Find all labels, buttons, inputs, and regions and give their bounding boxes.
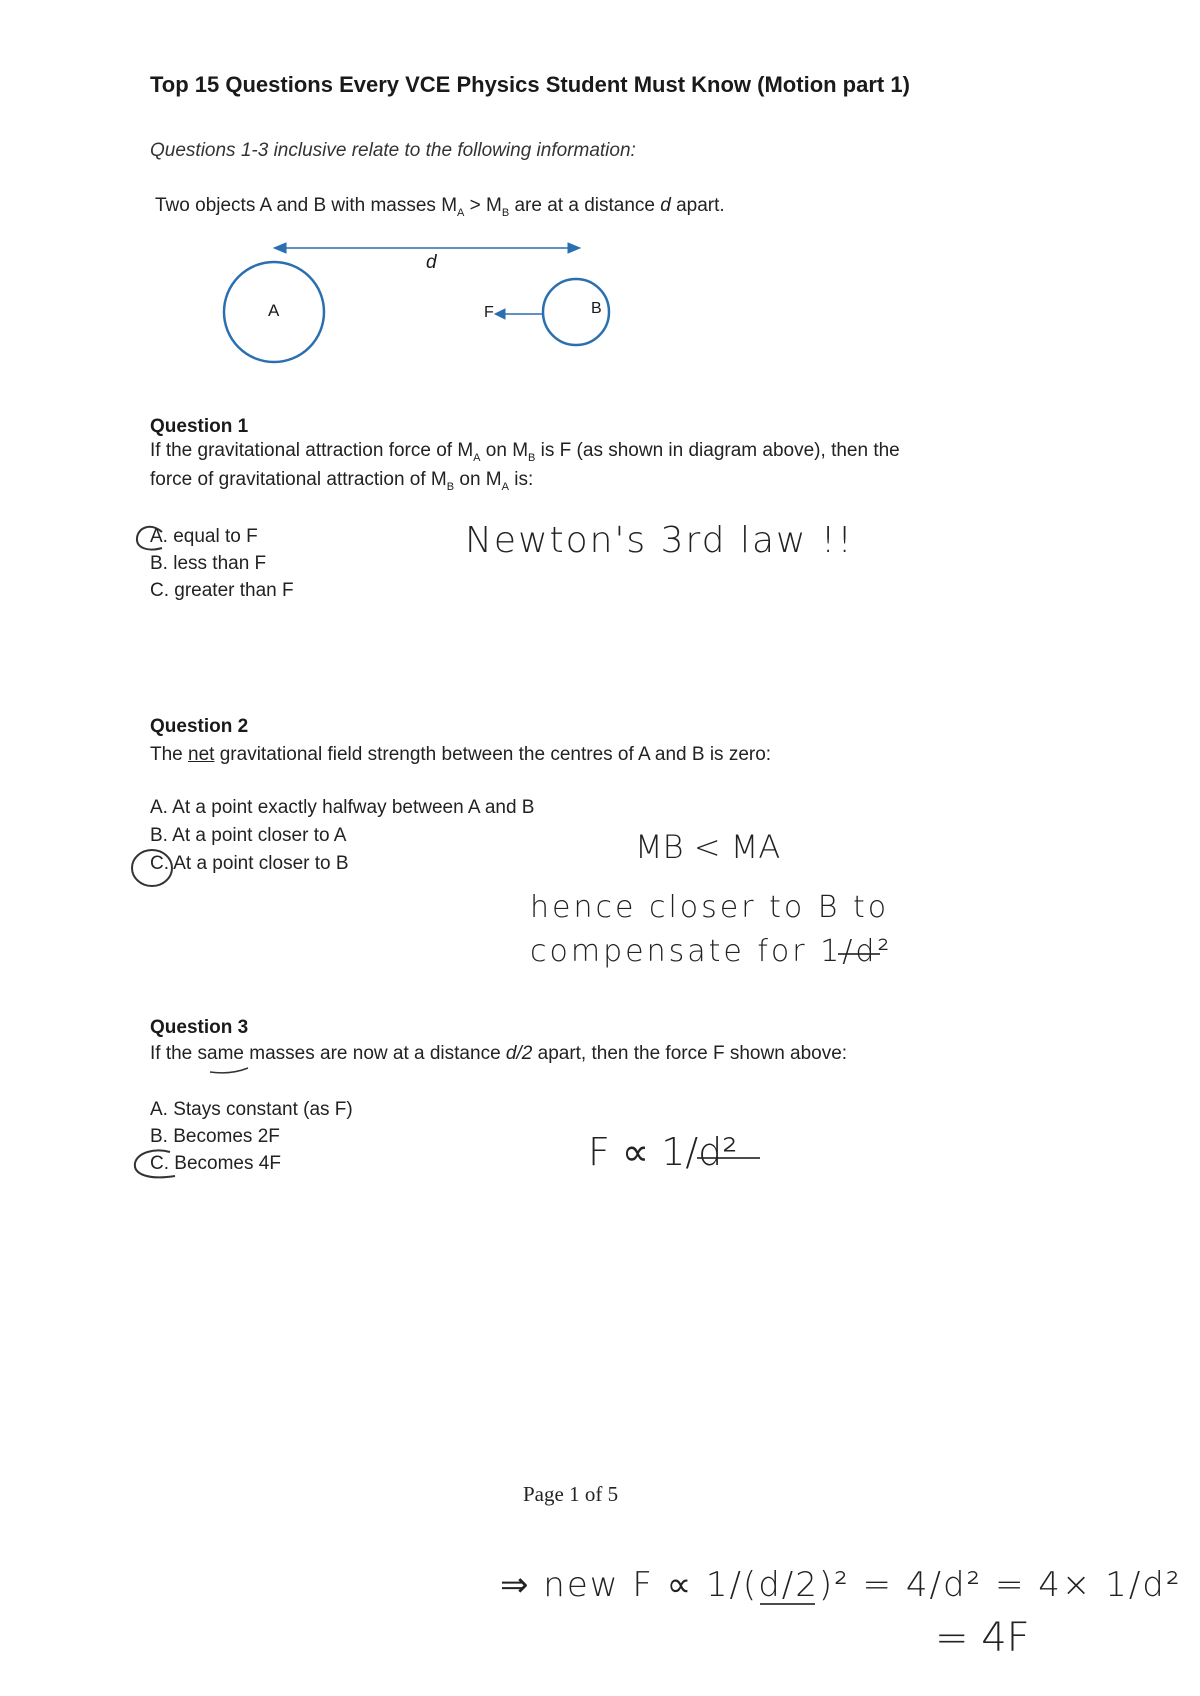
q3-note-proportional: F ∝ 1/d² [588,1130,738,1174]
q2-note-masses: MB < MA [635,828,781,866]
q2-option-a: A. At a point exactly halfway between A and B [150,797,535,818]
diagram-label-b: B [591,300,602,317]
q1-heading: Question 1 [150,416,249,437]
setup-text: Two objects A and B with masses $M_A > M_B$ are at a distance d apart. [155,195,725,219]
q3-option-a: A. Stays constant (as F) [150,1099,353,1120]
diagram-label-d: d [426,252,437,273]
q1-option-a: A. equal to F [150,526,258,547]
q1-line1: If the gravitational attraction force of $M_A$ on $M_B$ is F (as shown in diagram above), then the [150,440,900,464]
page-footer: Page 1 of 5 [523,1482,619,1506]
q3-heading: Question 3 [150,1017,249,1038]
diagram-label-a: A [268,301,280,320]
page-title: Top 15 Questions Every VCE Physics Student Must Know (Motion part 1) [150,72,910,97]
same-underline [210,1068,248,1073]
force-arrow [495,309,543,319]
q3-option-c: C. Becomes 4F [150,1153,281,1174]
diagram-label-f: F [484,304,494,321]
q3-note-result: = 4F [935,1615,1030,1661]
q1-option-c: C. greater than F [150,580,294,601]
q2-line: The net gravitational field strength between the centres of A and B is zero: [150,744,772,765]
q1-line2: force of gravitational attraction of $M_B$ on $M_A$ is: [150,469,534,493]
q2-option-c: C. At a point closer to B [150,853,349,874]
q3-option-b: B. Becomes 2F [150,1126,280,1147]
intro-text: Questions 1-3 inclusive relate to the following information: [150,140,636,161]
q2-heading: Question 2 [150,716,249,737]
q1-option-b: B. less than F [150,553,267,574]
q2-option-b: B. At a point closer to A [150,825,347,846]
q2-note-hence: hence closer to B to [530,890,890,925]
q1-handwritten-note: Newton's 3rd law !! [465,520,854,561]
q3-line: If the same masses are now at a distance d/2 apart, then the force F shown above: [150,1043,848,1064]
q2-note-compensate: compensate for 1/d² [530,934,893,969]
q3-note-new-force: ⇒ new F ∝ 1/(d/2)² = 4/d² = 4× 1/d² [500,1565,1182,1605]
